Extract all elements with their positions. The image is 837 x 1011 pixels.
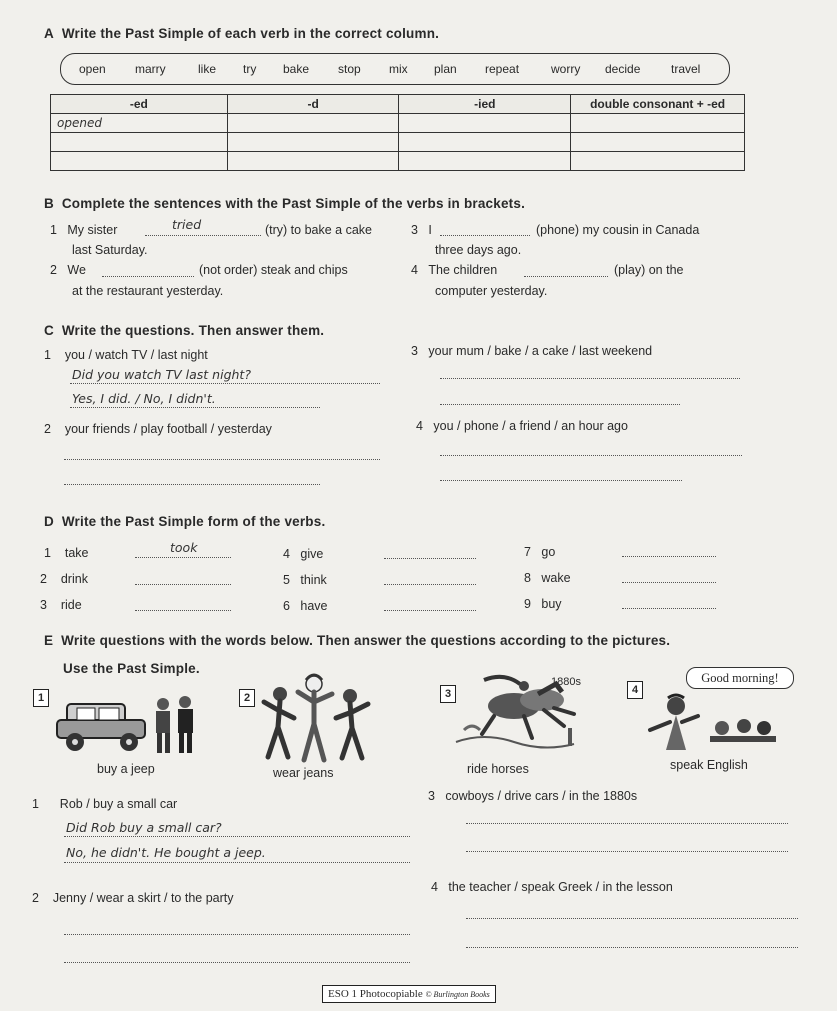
cowboys-on-horses-illustration [454,672,594,754]
column-header: -d [227,95,399,114]
word: stop [338,62,361,76]
item-prompt: you / watch TV / last night [64,348,208,362]
item-prompt: Rob / buy a small car [59,797,178,811]
item-number: 6 [283,599,290,613]
column-header: -ed [51,95,228,114]
copyright-text: © Burlington Books [425,990,490,999]
answer-blank[interactable] [440,455,742,456]
answer-blank[interactable] [622,582,716,583]
answer-blank[interactable] [440,404,680,405]
speech-bubble: Good morning! [686,667,794,689]
answer-cell[interactable] [571,152,745,171]
item-number: 2 [50,263,57,277]
answer-blank[interactable] [440,235,530,236]
answer-blank[interactable] [70,407,320,408]
exercise-item [50,223,117,237]
verb: take [64,546,89,560]
footer-badge [322,985,496,1003]
verb: think [300,573,327,587]
picture-number: 4 [627,681,643,699]
item-prompt: Jenny / wear a skirt / to the party [52,891,234,905]
item-prompt: your friends / play football / yesterday [64,422,272,436]
section-d-heading [44,514,325,529]
handwritten-answer: Did Rob buy a small car? [66,820,222,835]
item-text: last Saturday. [72,243,148,257]
table-row [51,114,745,133]
section-instruction: Write the questions. Then answer them. [61,323,325,338]
exercise-item [32,797,177,811]
item-number: 1 [44,546,51,560]
column-header: -ied [399,95,571,114]
item-number: 2 [40,572,47,586]
word: like [198,62,217,76]
answer-cell[interactable] [399,133,571,152]
exercise-item [283,599,327,613]
picture-number: 2 [239,689,255,707]
section-a-heading [44,26,439,41]
word: plan [434,62,457,76]
verb: ride [60,598,82,612]
handwritten-answer: tried [172,217,202,232]
table-row [51,133,745,152]
exercise-item [416,419,628,433]
section-instruction: Write the Past Simple of each verb in the correct column. [61,26,440,41]
exercise-item [44,546,89,560]
answer-blank[interactable] [135,584,231,585]
section-c-heading [44,323,324,338]
exercise-item [524,545,555,559]
verb: have [300,599,328,613]
section-letter: D [44,514,54,529]
answer-blank[interactable] [135,557,231,558]
answer-blank[interactable] [466,918,798,919]
section-letter: E [44,633,54,648]
answer-blank[interactable] [440,480,682,481]
teacher-and-students-illustration [640,690,780,754]
exercise-item [283,573,327,587]
item-number: 9 [524,597,531,611]
exercise-item [411,263,497,277]
picture-label: 1880s [551,676,581,688]
picture-caption: buy a jeep [97,762,155,776]
jeep-illustration [55,690,210,758]
item-number: 8 [524,571,531,585]
section-instruction: Use the Past Simple. [63,661,200,676]
item-number: 5 [283,573,290,587]
item-number: 2 [32,891,39,905]
exercise-item [524,597,562,611]
answer-cell[interactable] [51,152,228,171]
word: repeat [485,62,520,76]
picture-caption: ride horses [467,762,529,776]
item-number: 3 [40,598,47,612]
answer-blank[interactable] [70,383,380,384]
item-text: We [67,263,86,277]
answer-blank[interactable] [102,276,194,277]
item-text: (try) to bake a cake [265,223,372,237]
dancing-people-illustration [258,672,378,764]
item-number: 1 [44,348,51,362]
exercise-item [431,880,673,894]
answer-blank[interactable] [384,558,476,559]
verb: buy [541,597,562,611]
answer-cell[interactable] [399,114,571,133]
answer-cell[interactable] [399,152,571,171]
verb: give [300,547,324,561]
section-b-heading [44,196,525,211]
item-text: three days ago. [435,243,522,257]
exercise-item [50,263,86,277]
word: try [243,62,257,76]
item-prompt: cowboys / drive cars / in the 1880s [445,789,638,803]
answer-cell[interactable] [571,114,745,133]
verb-columns-table [50,94,745,171]
section-instruction: Write questions with the words below. Then answer the questions according to the pictures. [61,633,671,648]
answer-cell[interactable] [51,133,228,152]
word: open [79,62,106,76]
answer-cell[interactable] [227,133,399,152]
item-text: (play) on the [614,263,684,277]
item-number: 3 [411,344,418,358]
answer-cell[interactable]: opened [51,114,228,133]
exercise-item [44,348,208,362]
section-instruction: Complete the sentences with the Past Simple of the verbs in brackets. [61,196,526,211]
exercise-item [283,547,323,561]
answer-blank[interactable] [622,556,716,557]
answer-blank[interactable] [622,608,716,609]
exercise-item [32,891,234,905]
handwritten-answer: took [170,540,198,555]
item-text: The children [428,263,498,277]
answer-blank[interactable] [145,235,261,236]
section-letter: C [44,323,54,338]
verb: wake [541,571,571,585]
answer-blank[interactable] [64,862,410,863]
item-text: (not order) steak and chips [199,263,348,277]
item-prompt: your mum / bake / a cake / last weekend [428,344,653,358]
item-number: 7 [524,545,531,559]
section-e-heading [44,633,670,648]
answer-blank[interactable] [384,584,476,585]
answer-blank[interactable] [466,851,788,852]
item-text: I [428,223,432,237]
verb: go [541,545,556,559]
item-text: computer yesterday. [435,284,548,298]
word: bake [283,62,310,76]
exercise-item [411,223,432,237]
word: worry [551,62,581,76]
picture-caption: speak English [670,758,748,772]
item-number: 4 [283,547,290,561]
item-text: at the restaurant yesterday. [72,284,224,298]
exercise-item [40,572,88,586]
item-text: My sister [67,223,118,237]
answer-blank[interactable] [64,836,410,837]
section-letter: A [44,26,54,41]
answer-blank[interactable] [466,823,788,824]
word: travel [671,62,701,76]
item-number: 3 [428,789,435,803]
answer-blank[interactable] [524,276,608,277]
picture-number: 3 [440,685,456,703]
item-number: 4 [411,263,418,277]
answer-blank[interactable] [64,459,380,460]
item-number: 3 [411,223,418,237]
verb: drink [60,572,88,586]
answer-blank[interactable] [466,947,798,948]
column-header: double consonant + -ed [571,95,745,114]
item-prompt: the teacher / speak Greek / in the lesson [448,880,673,894]
exercise-item [44,422,272,436]
exercise-item [428,789,637,803]
word: marry [135,62,166,76]
answer-cell[interactable] [571,133,745,152]
table-header-row [51,95,745,114]
handwritten-answer: No, he didn't. He bought a jeep. [66,845,266,860]
exercise-item [524,571,571,585]
section-letter: B [44,196,54,211]
exercise-item [411,344,652,358]
handwritten-answer: Did you watch TV last night? [72,367,251,382]
answer-blank[interactable] [440,378,740,379]
word: decide [605,62,641,76]
answer-blank[interactable] [135,610,231,611]
exercise-item [40,598,82,612]
answer-blank[interactable] [64,962,410,963]
section-instruction: Write the Past Simple form of the verbs. [61,514,326,529]
item-number: 4 [431,880,438,894]
picture-caption: wear jeans [273,766,334,780]
picture-number: 1 [33,689,49,707]
word-box [60,53,730,85]
item-number: 4 [416,419,423,433]
answer-blank[interactable] [64,484,320,485]
handwritten-answer: Yes, I did. / No, I didn't. [72,391,216,406]
item-number: 1 [50,223,57,237]
answer-cell[interactable] [227,152,399,171]
item-number: 1 [32,797,39,811]
footer-text: ESO 1 Photocopiable [328,988,423,1000]
item-prompt: you / phone / a friend / an hour ago [433,419,628,433]
table-row [51,152,745,171]
item-text: (phone) my cousin in Canada [536,223,700,237]
word: mix [389,62,408,76]
answer-blank[interactable] [384,610,476,611]
answer-cell[interactable] [227,114,399,133]
item-number: 2 [44,422,51,436]
answer-blank[interactable] [64,934,410,935]
